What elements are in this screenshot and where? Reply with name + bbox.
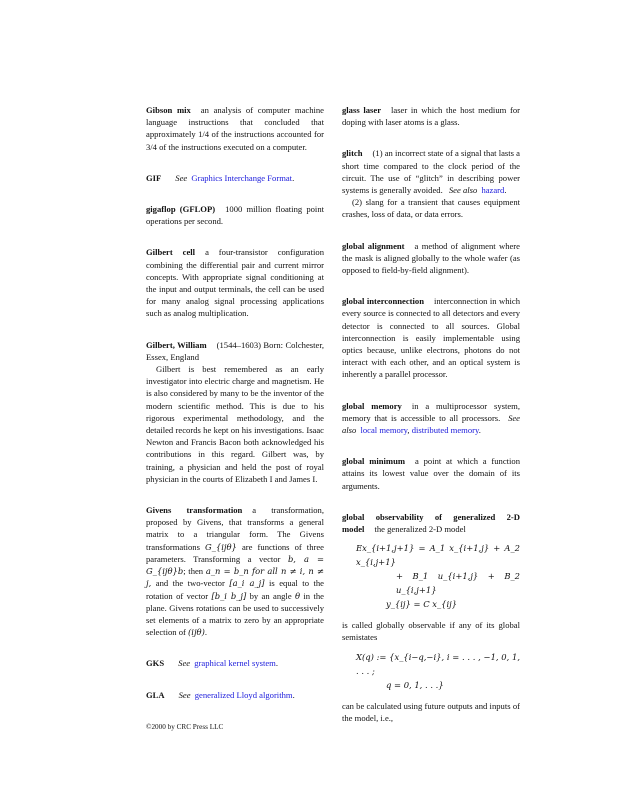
definition: (1544–1603) Born: Colchester, Essex, England (146, 339, 324, 362)
definition: in a multiprocessor system, memory that is accessible to all processors. (342, 400, 520, 423)
see-also-label: See also (342, 412, 520, 436)
headword: Gilbert, William (146, 339, 207, 350)
punctuation: . (204, 627, 208, 638)
definition: a method of alignment where the mask is aligned globally to the whole wafer (as opposed to field-by-field alignment). (342, 240, 520, 276)
headword: glass laser (342, 105, 382, 115)
entry-gla (146, 689, 324, 701)
see-label: See (178, 658, 191, 669)
punctuation: . (292, 172, 295, 183)
punctuation: . (275, 658, 279, 669)
entry-givens-transformation (146, 504, 324, 638)
entry-gilbert-william (146, 339, 324, 485)
definition-text: and the two-vector (155, 578, 225, 589)
cross-reference-link[interactable]: distributed memory (411, 425, 479, 436)
copyright-footer: ©2000 by CRC Press LLC (146, 723, 224, 731)
headword: gigaflop (GFLOP) (146, 204, 216, 215)
definition: a point at which a function attains its lowest value over the domain of its arguments. (342, 456, 520, 491)
left-column (146, 104, 324, 720)
math-expression: b, a = G_{ijθ}b (146, 553, 324, 577)
punctuation: . (478, 425, 481, 436)
entry-global-interconnection (342, 295, 520, 380)
cross-reference-link[interactable]: local memory (360, 425, 408, 436)
definition: the generalized 2-D model (374, 524, 466, 535)
equation-line: Ex_{i+1,j+1} = A_1 x_{i+1,j} + A_2 x_{i,j+1} (356, 543, 520, 568)
definition-text: ; then (183, 566, 204, 577)
equation-line: + B_1 u_{i+1,j} + B_2 u_{i,j+1} (396, 571, 520, 596)
headword: GIF (146, 172, 162, 183)
math-expression: (ijθ) (188, 627, 205, 638)
definition: laser in which the host medium for doping with laser atoms is a glass. (342, 105, 520, 128)
entry-glass-laser (342, 104, 520, 128)
entry-glitch (342, 147, 520, 220)
definition: interconnection in which every source is connected to all detectors and every detector is connected to all sources. Global interconnection is easily implementable using optics because, unlike electrons, photons do not interact with each other, and an optical system is inherently a parallel processor. (342, 296, 520, 380)
entry-global-minimum (342, 455, 520, 492)
semistate-equation (342, 650, 520, 692)
headword: GLA (146, 689, 165, 700)
definition: (1) an incorrect state of a signal that lasts a short time compared to the clock period of the circuit. The use of “glitch” in describing power systems is generally avoided. (342, 148, 520, 196)
headword: GKS (146, 658, 165, 669)
equation-line: y_{ij} = C x_{ij} (386, 599, 458, 610)
entry-gibson-mix (146, 104, 324, 153)
entry-gif (146, 172, 324, 184)
cross-reference-link[interactable]: hazard (481, 185, 505, 196)
definition-text: a transformation, proposed by Givens, that transforms a general matrix to a triangular form. The Givens transformations (146, 505, 324, 552)
headword: Givens transformation (146, 505, 243, 516)
model-equation (342, 541, 520, 611)
math-expression: [b_i b_j] (211, 590, 247, 601)
headword: global interconnection (342, 296, 424, 307)
headword: global minimum (342, 456, 406, 467)
math-expression: G_{ijθ} (205, 541, 237, 552)
definition-text: by an angle (249, 590, 292, 601)
entry-gks (146, 657, 324, 669)
entry-global-memory (342, 400, 520, 437)
cross-reference-link[interactable]: graphical kernel system (194, 658, 276, 669)
right-column (342, 104, 520, 743)
headword: glitch (342, 148, 363, 159)
cross-reference-link[interactable]: Graphics Interchange Format (191, 172, 293, 183)
definition-text: can be calculated using future outputs and inputs of the model, i.e., (342, 700, 520, 723)
headword: global alignment (342, 240, 405, 251)
entry-global-alignment (342, 240, 520, 277)
punctuation: , (407, 425, 410, 436)
definition: an analysis of computer machine language instructions that concluded that approximately 1/4 of the instructions accounted for 3/4 of the instructions executed on a computer. (146, 105, 324, 152)
entry-global-observability (342, 511, 520, 724)
see-also-label: See also (448, 185, 478, 196)
math-expression: [a_i a_j] (229, 578, 265, 589)
see-label: See (178, 689, 191, 700)
math-expression: θ (295, 590, 301, 601)
definition: 1000 million floating point operations per second. (146, 204, 324, 227)
definition-text: in the plane. Givens rotations can be used to successively set elements of a matrix to zero by an appropriate selection of (146, 590, 324, 638)
headword: global observability of generalized 2-D model (342, 511, 520, 535)
entry-gilbert-cell (146, 246, 324, 319)
equation-line: q = 0, 1, . . .} (386, 679, 444, 690)
definition-text: is equal to the rotation of vector (146, 578, 324, 601)
punctuation: . (504, 185, 507, 196)
headword: Gilbert cell (146, 247, 196, 258)
headword: global memory (342, 400, 402, 411)
see-label: See (175, 172, 188, 183)
definition-text: is called globally observable if any of its global semistates (342, 620, 520, 643)
biography-paragraph: Gilbert is best remembered as an early investigator into electric charge and magnetism. He is also considered by many to be the inventor of the modern scientific method. This is due to his rigorous experimental methodology, and the detailed records he kept on his investigations. Isaac Newton and Francis Bacon both acknowledged his contributions in this regard. Gilbert was, by training, a physician and held the post of royal physician in the courts of Elizabeth I and James I. (146, 364, 324, 484)
headword: Gibson mix (146, 105, 191, 115)
entry-gigaflop (146, 203, 324, 227)
definition-paragraph: (2) slang for a transient that causes equipment crashes, loss of data, or data errors. (342, 197, 520, 220)
punctuation: . (292, 689, 295, 700)
equation-line: X(q) := {x_{i−q,−i}, i = . . . , −1, 0, 1, . . . ; (356, 651, 520, 676)
definition-text: are functions of three parameters. Transforming a vector (146, 541, 324, 564)
cross-reference-link[interactable]: generalized Lloyd algorithm (194, 689, 293, 700)
math-expression: a_n = b_n for all n ≠ i, n ≠ j, (146, 566, 324, 589)
definition: a four-transistor configuration combining the differential pair and current mirror concepts. With appropriate signal conditioning at the input and output terminals, the cell can be used for many analog signal processing applications such as analog multiplication. (146, 247, 324, 319)
